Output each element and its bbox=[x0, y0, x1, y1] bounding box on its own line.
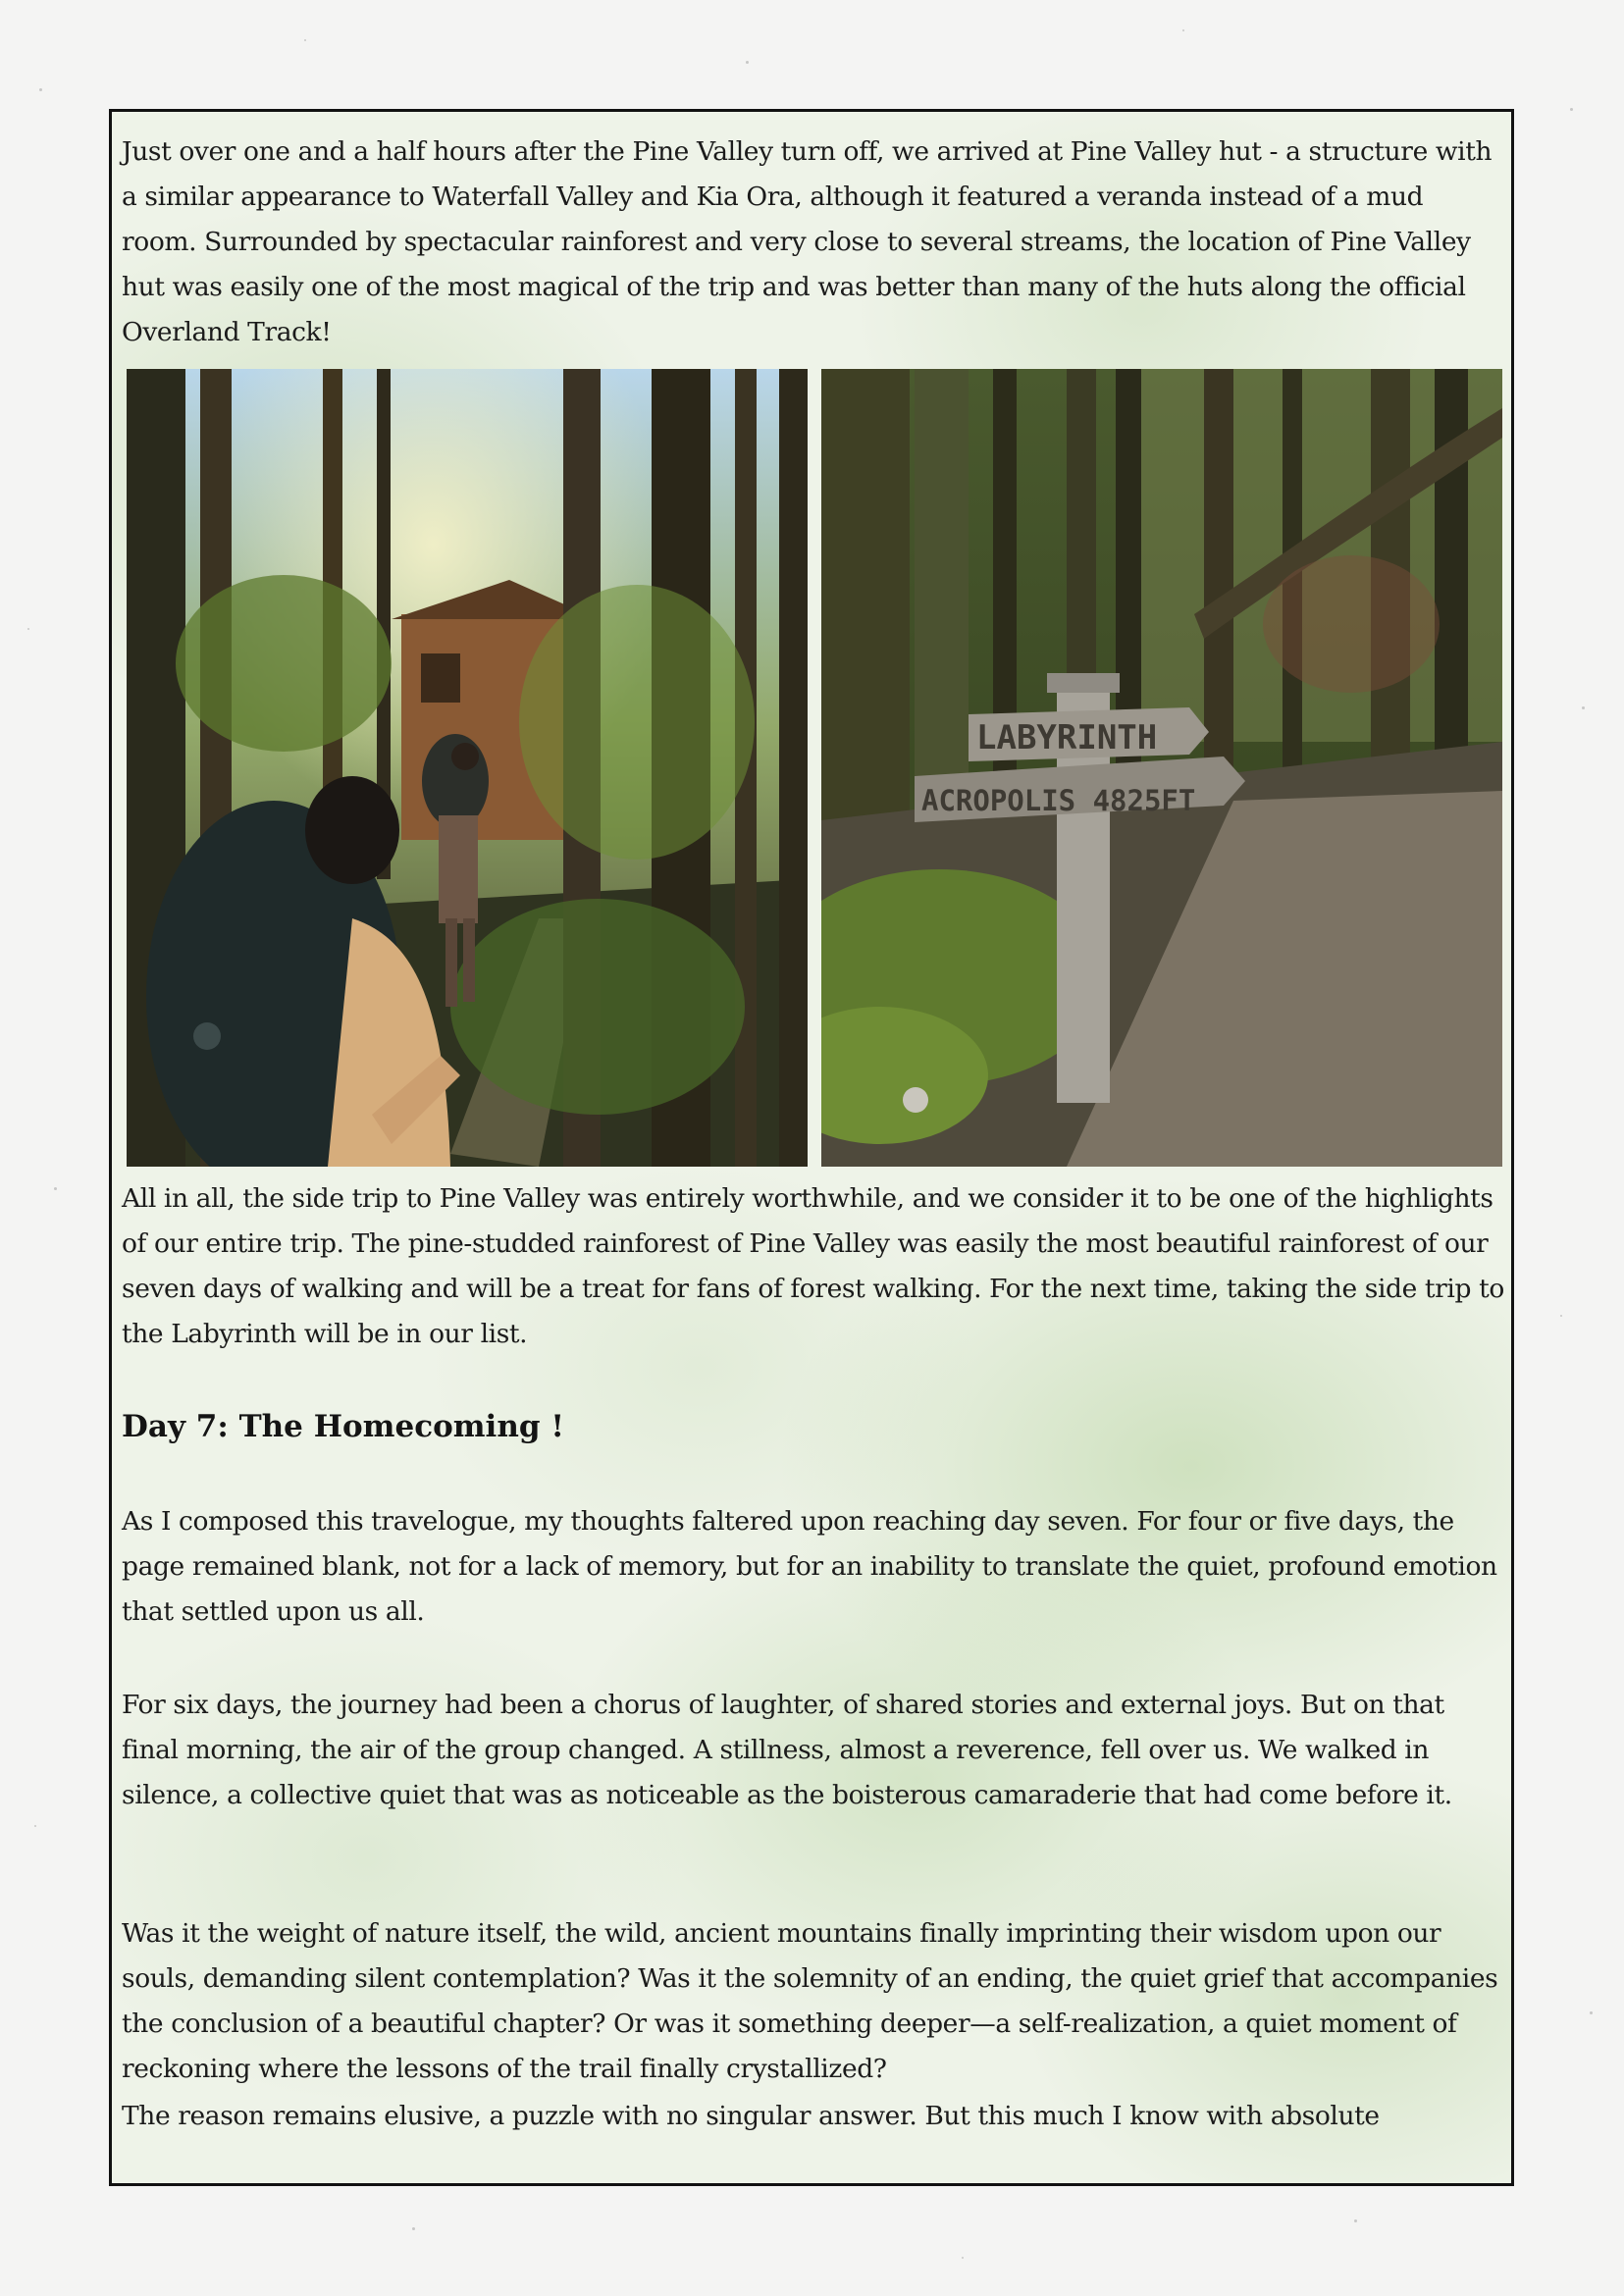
content-frame bbox=[109, 109, 1514, 2186]
paragraph-reason: The reason remains elusive, a puzzle with no singular answer. But this much I know with absolute bbox=[122, 2101, 1380, 2131]
photo-labyrinth-sign bbox=[821, 369, 1502, 1167]
paragraph-six-days: For six days, the journey had been a chorus of laughter, of shared stories and external joys. But on that final morning, the air of the group changed. A stillness, almost a reverence, fell over us. We walked in silence, a collective quiet that was as noticeable as the boisterous camaraderie that had come before it. bbox=[122, 1690, 1452, 1810]
hikers-hut-image bbox=[127, 369, 808, 1167]
paragraph-all-in-all: All in all, the side trip to Pine Valley was entirely worthwhile, and we consider it to be one of the highlights of our entire trip. The pine-studded rainforest of Pine Valley was easily the most beautiful rainforest of our seven days of walking and will be a treat for fans of forest walking. For the next time, taking the side trip to the Labyrinth will be in our list. bbox=[122, 1183, 1504, 1349]
paragraph-weight: Was it the weight of nature itself, the wild, ancient mountains finally imprinting their wisdom upon our souls, demanding silent contemplation? Was it the solemnity of an ending, the quiet grief that accompanies the conclusion of a beautiful chapter? Or was it something deeper—a self-realization, a quiet moment of reckoning where the lessons of the trail finally crystallized? bbox=[122, 1918, 1498, 2084]
photo-hikers-hut bbox=[127, 369, 808, 1167]
sign-text-labyrinth: LABYRINTH bbox=[976, 718, 1158, 757]
paragraph-composed: As I composed this travelogue, my thoughts faltered upon reaching day seven. For four or five days, the page remained blank, not for a lack of memory, but for an inability to translate the quiet, profound emotion that settled upon us all. bbox=[122, 1506, 1497, 1627]
sign-text-acropolis: ACROPOLIS 4825FT bbox=[921, 784, 1196, 817]
paragraph-intro: Just over one and a half hours after the Pine Valley turn off, we arrived at Pine Valley hut - a structure with a similar appearance to Waterfall Valley and Kia Ora, although it featured a veranda instead of a mud room. Surrounded by spectacular rainforest and very close to several streams, the location of Pine Valley hut was easily one of the most magical of the trip and was better than many of the huts along the official Overland Track! bbox=[122, 136, 1493, 347]
heading-day-7: Day 7: The Homecoming ! bbox=[122, 1409, 564, 1444]
labyrinth-sign-image bbox=[821, 369, 1502, 1167]
